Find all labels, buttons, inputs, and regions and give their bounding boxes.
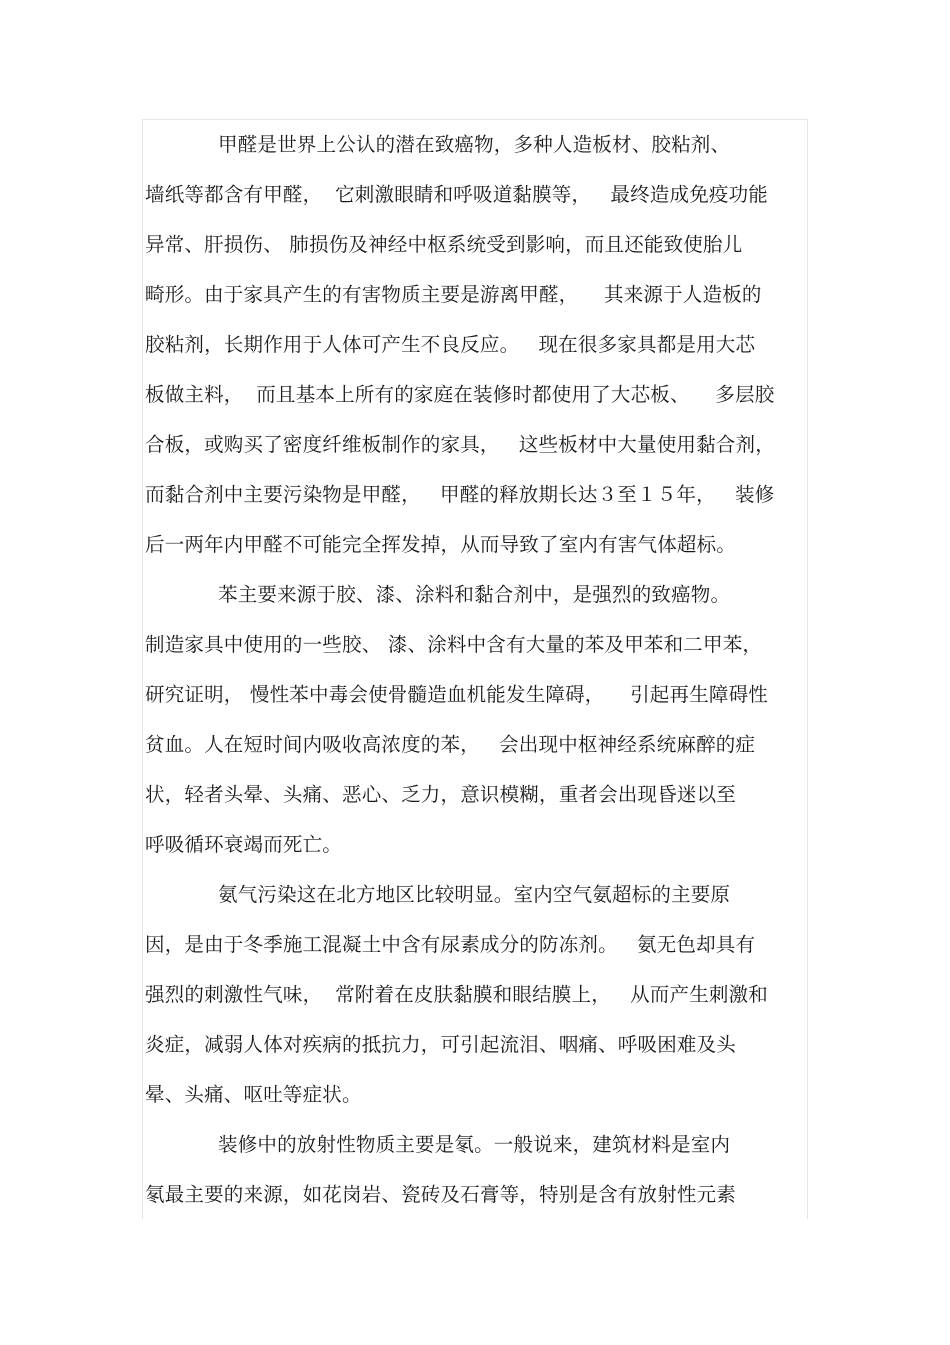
text-line-1: 甲醛是世界上公认的潜在致癌物，多种人造板材、胶粘剂、 [218, 133, 731, 156]
text-line-18: 强烈的刺激性气味， 常附着在皮肤黏膜和眼结膜上， 从而产生刺激和 [145, 983, 768, 1006]
text-line-5: 胶粘剂，长期作用于人体可产生不良反应。 现在很多家具都是用大芯 [145, 333, 756, 356]
text-line-13: 贫血。人在短时间内吸收高浓度的苯， 会出现中枢神经系统麻醉的症 [145, 733, 756, 756]
text-line-19: 炎症，减弱人体对疾病的抵抗力，可引起流泪、咽痛、呼吸困难及头 [145, 1033, 737, 1056]
text-line-4: 畸形。由于家具产生的有害物质主要是游离甲醛， 其来源于人造板的 [145, 283, 762, 306]
text-line-12: 研究证明， 慢性苯中毒会使骨髓造血机能发生障碍， 引起再生障碍性 [145, 683, 768, 706]
text-line-20: 晕、头痛、呕吐等症状。 [145, 1083, 362, 1106]
text-line-3: 异常、肝损伤、 肺损伤及神经中枢系统受到影响，而且还能致使胎儿 [145, 233, 743, 256]
text-line-22: 氡最主要的来源，如花岗岩、瓷砖及石膏等，特别是含有放射性元素 [145, 1183, 737, 1206]
text-line-8: 而黏合剂中主要污染物是甲醛， 甲醛的释放期长达３至１５年， 装修 [145, 483, 775, 506]
text-line-7: 合板，或购买了密度纤维板制作的家具， 这些板材中大量使用黏合剂， [145, 433, 775, 456]
text-line-10: 苯主要来源于胶、漆、涂料和黏合剂中，是强烈的致癌物。 [218, 583, 731, 606]
text-line-2: 墙纸等都含有甲醛， 它刺激眼睛和呼吸道黏膜等， 最终造成免疫功能 [145, 183, 768, 206]
text-line-11: 制造家具中使用的一些胶、 漆、涂料中含有大量的苯及甲苯和二甲苯， [145, 633, 763, 656]
text-line-9: 后一两年内甲醛不可能完全挥发掉，从而导致了室内有害气体超标。 [145, 533, 737, 556]
text-line-6: 板做主料， 而且基本上所有的家庭在装修时都使用了大芯板、 多层胶 [145, 383, 775, 406]
text-line-15: 呼吸循环衰竭而死亡。 [145, 833, 343, 856]
text-line-14: 状，轻者头晕、头痛、恶心、乏力，意识模糊，重者会出现昏迷以至 [145, 783, 737, 806]
text-line-21: 装修中的放射性物质主要是氡。一般说来，建筑材料是室内 [218, 1133, 731, 1156]
text-line-17: 因，是由于冬季施工混凝土中含有尿素成分的防冻剂。 氨无色却具有 [145, 933, 756, 956]
text-line-16: 氨气污染这在北方地区比较明显。室内空气氨超标的主要原 [218, 883, 731, 906]
